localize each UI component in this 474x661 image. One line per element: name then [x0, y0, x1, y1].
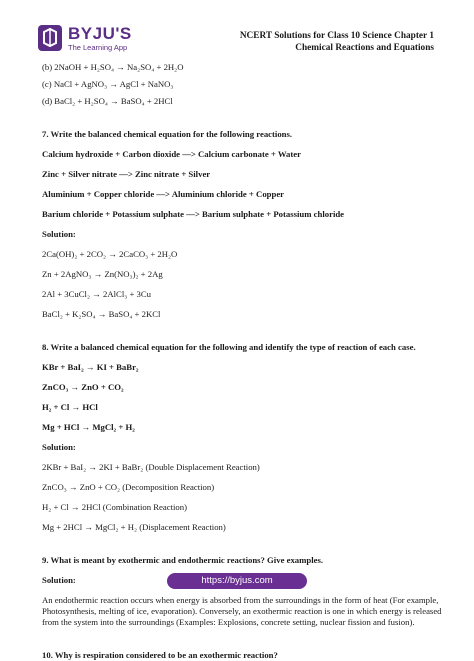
q9-solution-label: Solution: [42, 575, 76, 585]
equation-c: (c) NaCl + AgNO₃ → AgCl + NaNO₃ [42, 79, 174, 89]
byjus-logo-icon [38, 25, 62, 51]
brand-name: BYJU'S [68, 23, 132, 43]
q8-item-2: ZnCO₃ → ZnO + CO₂ [42, 382, 124, 392]
byjus-logo [38, 20, 138, 56]
q7-item-2: Zinc + Silver nitrate ––> Zinc nitrate + Silver [42, 169, 211, 179]
brand-tagline: The Learning App [68, 42, 128, 52]
q7-item-3: Aluminium + Copper chloride ––> Aluminium chloride + Copper [42, 189, 285, 199]
q7-solution-3: 2Al + 3CuCl₂ → 2AlCl₃ + 3Cu [42, 289, 152, 299]
question-7: 7. Write the balanced chemical equation for the following reactions. [42, 129, 293, 139]
q8-solution-label: Solution: [42, 442, 76, 452]
footer-url-link[interactable]: https://byjus.com [167, 573, 307, 589]
q7-solution-1: 2Ca(OH)₂ + 2CO₂ → 2CaCO₃ + 2H₂O [42, 249, 178, 259]
q7-solution-2: Zn + 2AgNO₃ → Zn(NO₃)₂ + 2Ag [42, 269, 163, 279]
q7-item-4: Barium chloride + Potassium sulphate ––> Barium sulphate + Potassium chloride [42, 209, 345, 219]
equation-b: (b) 2NaOH + H₂SO₄ → Na₂SO₄ + 2H₂O [42, 62, 184, 72]
question-8: 8. Write a balanced chemical equation for the following and identify the type of reaction of each case. [42, 342, 416, 352]
q8-solution-4: Mg + 2HCl → MgCl₂ + H₂ (Displacement Reaction) [42, 522, 226, 532]
q8-solution-2: ZnCO₃ → ZnO + CO₂ (Decomposition Reaction) [42, 482, 215, 492]
header-line-1: NCERT Solutions for Class 10 Science Chapter 1 [239, 31, 434, 41]
q9-answer: An endothermic reaction occurs when energy is absorbed from the surroundings in the form of heat (For example, Photosynthesis, melting of ice, evaporation). Conversely, an exothermic reaction is one in which energy is released from the system into the surroundings (Examples: Explosions, concrete setting, nuclear fission and fusion). [42, 595, 442, 627]
q7-solution-4: BaCl₂ + K₂SO₄ → BaSO₄ + 2KCl [42, 309, 161, 319]
header-line-2: Chemical Reactions and Equations [295, 43, 434, 53]
q8-solution-1: 2KBr + BaI₂ → 2KI + BaBr₂ (Double Displacement Reaction) [42, 462, 260, 472]
q8-solution-3: H₂ + Cl → 2HCl (Combination Reaction) [42, 502, 187, 512]
q8-item-3: H₂ + Cl → HCl [42, 402, 98, 412]
document-body [42, 62, 442, 661]
q8-item-1: KBr + BaI₂ → KI + BaBr₂ [42, 362, 139, 372]
question-9: 9. What is meant by exothermic and endothermic reactions? Give examples. [42, 555, 324, 565]
q7-item-1: Calcium hydroxide + Carbon dioxide ––> Calcium carbonate + Water [42, 149, 301, 159]
equation-d: (d) BaCl₂ + H₂SO₄ → BaSO₄ + 2HCl [42, 96, 173, 106]
question-10: 10. Why is respiration considered to be an exothermic reaction? [42, 650, 278, 660]
q7-solution-label: Solution: [42, 229, 76, 239]
document-header [240, 30, 434, 54]
q8-item-4: Mg + HCl → MgCl₂ + H₂ [42, 422, 135, 432]
